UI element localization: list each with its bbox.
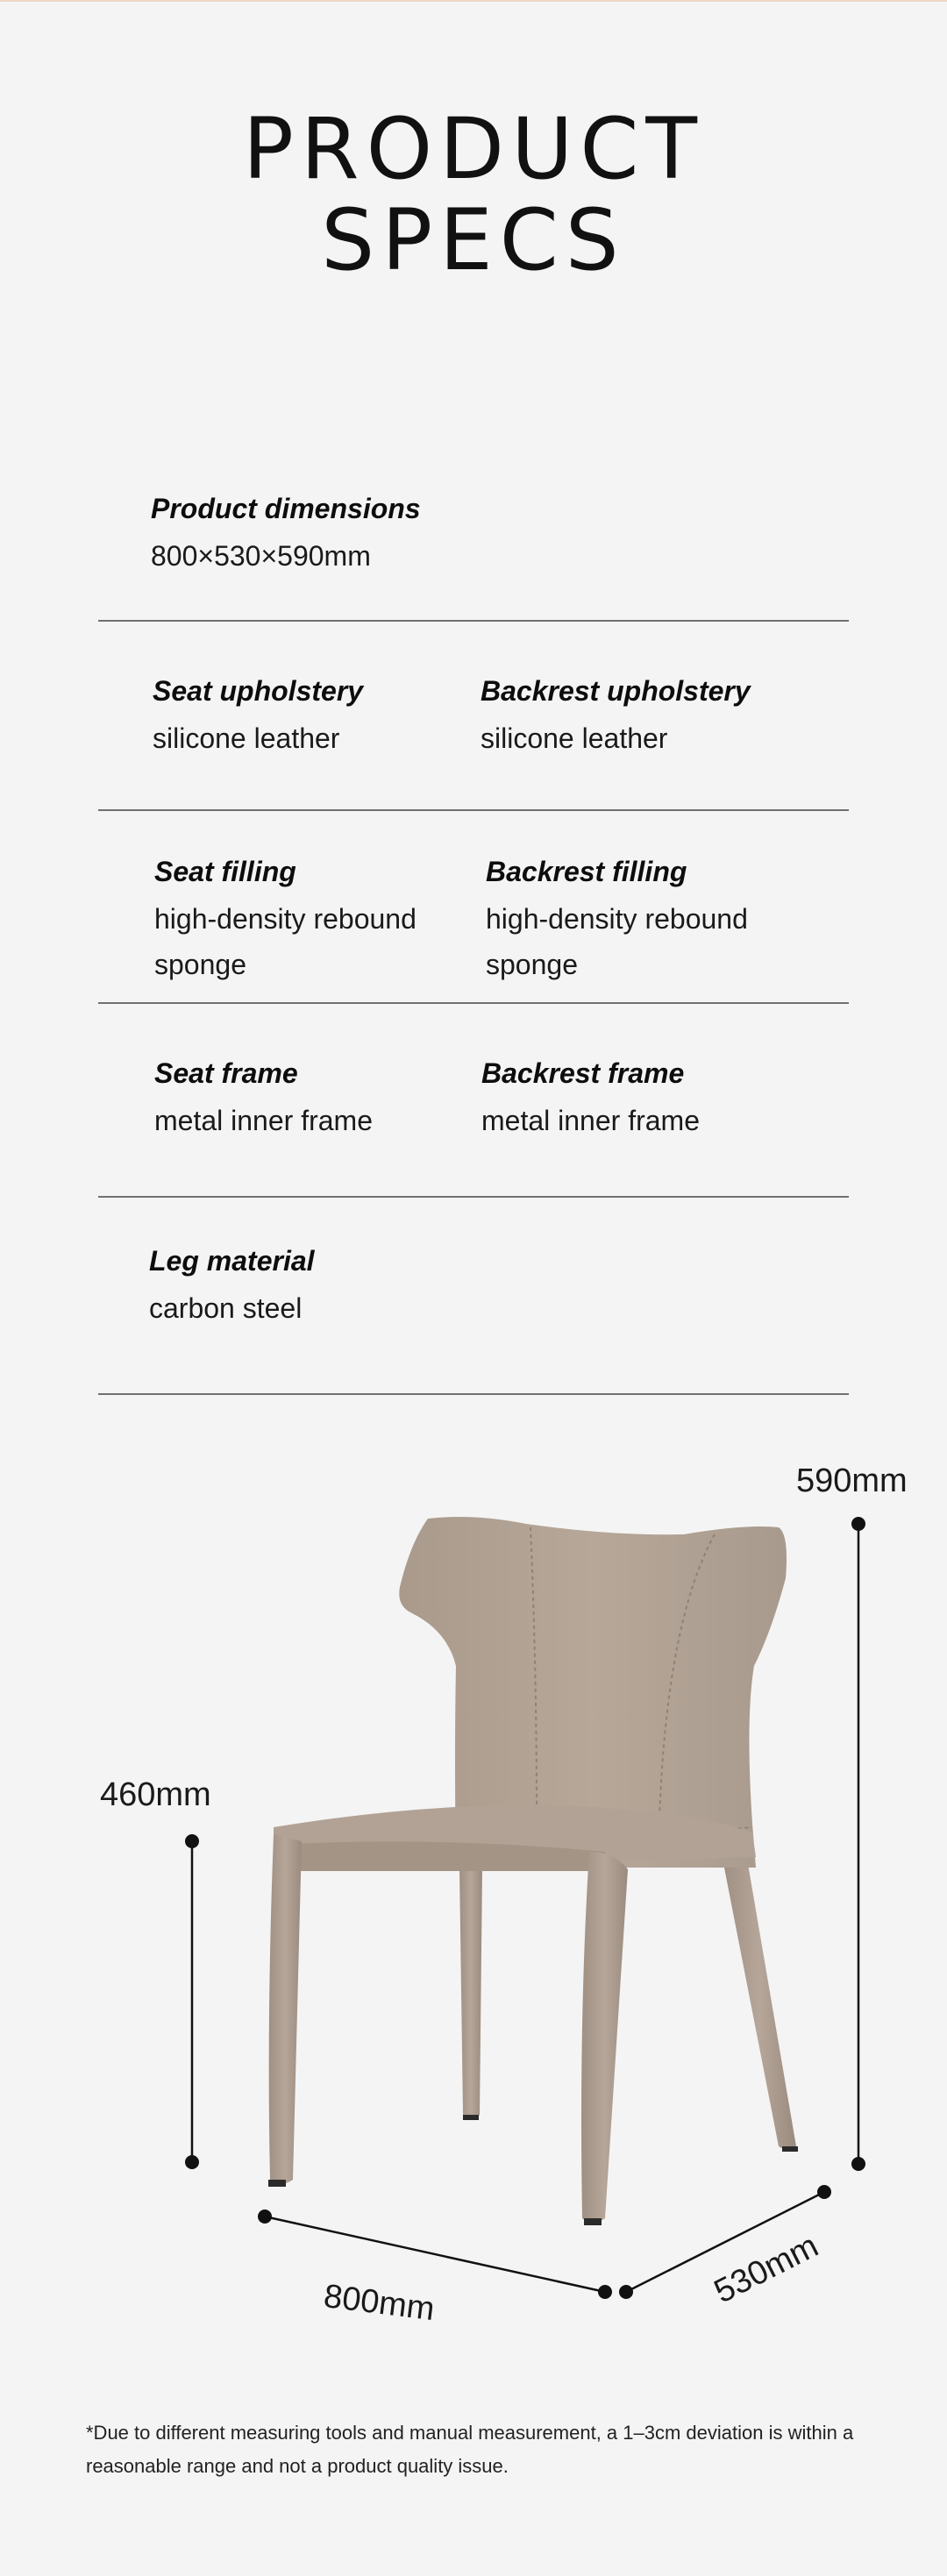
spec-label-dimensions: Product dimensions: [151, 493, 421, 524]
chair-illustration: [268, 1517, 798, 2225]
dimension-seat-height-label: 460mm: [100, 1776, 211, 1813]
spec-value-seat-frame: metal inner frame: [154, 1105, 373, 1136]
spec-value-backrest-upholstery: silicone leather: [481, 722, 668, 754]
spec-value-seat-filling: high-density rebound sponge: [154, 903, 417, 980]
spec-label-leg-material: Leg material: [149, 1245, 315, 1277]
spec-value-seat-upholstery: silicone leather: [153, 722, 340, 754]
spec-value-leg-material: carbon steel: [149, 1292, 303, 1324]
dimension-depth-label: 530mm: [708, 2227, 824, 2311]
spec-label-seat-filling: Seat filling: [154, 856, 296, 887]
spec-label-backrest-filling: Backrest filling: [486, 856, 687, 887]
spec-value-backrest-frame: metal inner frame: [481, 1105, 700, 1136]
spec-value-backrest-filling: high-density rebound sponge: [486, 903, 748, 980]
spec-label-backrest-frame: Backrest frame: [481, 1057, 685, 1089]
page-title-line2: SPECS: [321, 191, 626, 289]
spec-label-seat-frame: Seat frame: [154, 1057, 298, 1089]
spec-label-seat-upholstery: Seat upholstery: [153, 675, 364, 707]
spec-label-backrest-upholstery: Backrest upholstery: [481, 675, 751, 707]
dimension-width-label: 800mm: [321, 2278, 437, 2329]
dimension-height-label: 590mm: [796, 1462, 908, 1499]
page-title-line1: PRODUCT: [242, 100, 704, 198]
spec-value-dimensions: 800×530×590mm: [151, 540, 371, 572]
measurement-disclaimer: *Due to different measuring tools and manual measurement, a 1–3cm deviation is within a reasonable range and not a product quality issue.: [86, 2422, 854, 2477]
